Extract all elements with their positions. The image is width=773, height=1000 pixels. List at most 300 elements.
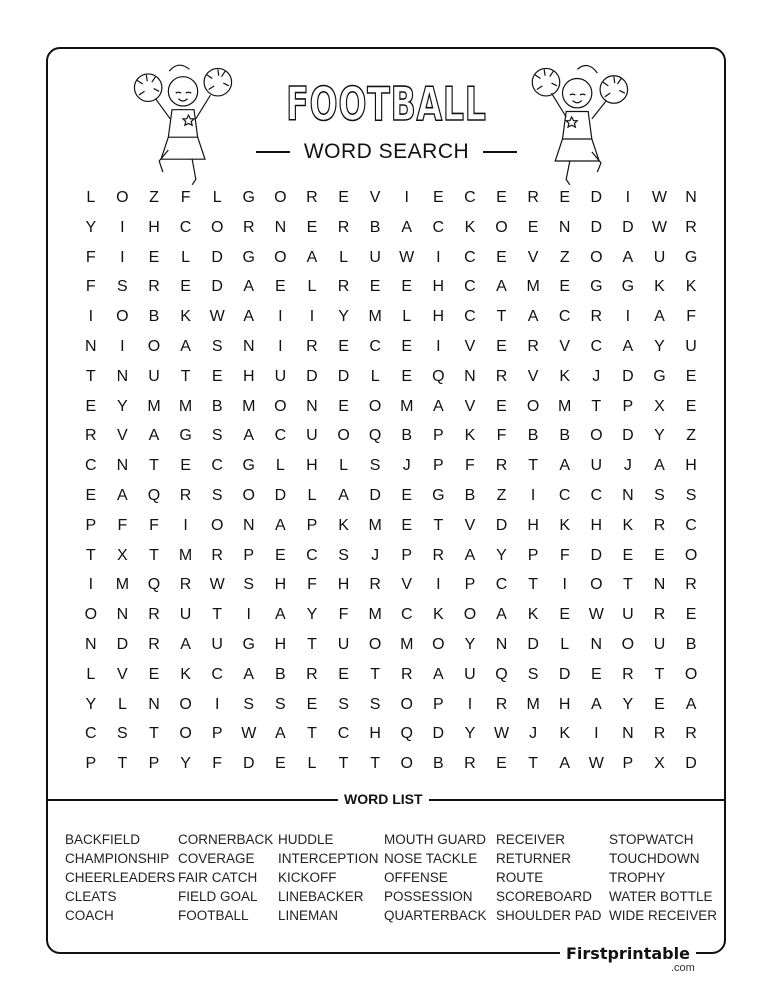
grid-cell: R bbox=[179, 576, 192, 594]
grid-cell: R bbox=[148, 278, 160, 296]
grid-cell: N bbox=[622, 725, 634, 743]
grid-cell: E bbox=[496, 189, 507, 206]
grid-cell: R bbox=[148, 635, 160, 653]
grid-cell: U bbox=[306, 427, 318, 445]
grid-cell: D bbox=[495, 516, 508, 534]
grid-cell: M bbox=[242, 397, 256, 415]
grid-cell: E bbox=[496, 755, 507, 773]
grid-cell: K bbox=[685, 278, 697, 296]
subtitle-rule-left bbox=[256, 151, 290, 153]
grid-cell: M bbox=[368, 308, 382, 326]
grid-cell: I bbox=[404, 189, 409, 206]
grid-cell: S bbox=[369, 457, 381, 475]
grid-cell: H bbox=[242, 367, 255, 385]
grid-cell: L bbox=[86, 665, 96, 683]
grid-cell: U bbox=[274, 367, 287, 385]
grid-cell: N bbox=[306, 397, 318, 415]
grid-cell: C bbox=[274, 427, 287, 445]
grid-cell: O bbox=[84, 606, 98, 624]
grid-cell: N bbox=[590, 635, 603, 653]
grid-cell: O bbox=[179, 725, 192, 743]
grid-cell: C bbox=[85, 725, 97, 743]
grid-cell: T bbox=[496, 308, 507, 326]
word-item: FOOTBALL bbox=[178, 908, 249, 923]
grid-cell: L bbox=[370, 367, 380, 385]
grid-cell: K bbox=[527, 606, 539, 624]
grid-cell: F bbox=[85, 248, 96, 266]
grid-cell: E bbox=[559, 278, 571, 296]
grid-cell: T bbox=[591, 397, 602, 415]
word-item: RECEIVER bbox=[496, 832, 566, 847]
grid-cell: E bbox=[401, 337, 413, 355]
grid-cell: F bbox=[496, 427, 507, 445]
word-item: LINEBACKER bbox=[278, 889, 364, 904]
word-column bbox=[65, 830, 195, 925]
grid-cell: G bbox=[242, 189, 255, 206]
grid-cell: P bbox=[85, 516, 97, 534]
grid-cell: R bbox=[653, 516, 666, 534]
grid-cell: Q bbox=[432, 367, 445, 385]
grid-cell: S bbox=[211, 427, 223, 445]
grid-cell: S bbox=[117, 725, 128, 743]
grid-cell: R bbox=[685, 218, 697, 236]
grid-cell: A bbox=[148, 427, 160, 445]
grid-cell: E bbox=[306, 695, 318, 713]
grid-cell: L bbox=[339, 248, 348, 266]
grid-cell: I bbox=[120, 248, 125, 266]
grid-cell: A bbox=[654, 308, 665, 326]
grid-cell: A bbox=[180, 635, 191, 653]
grid-cell: E bbox=[654, 546, 665, 564]
grid-cell: A bbox=[243, 427, 255, 445]
grid-cell: P bbox=[432, 695, 444, 713]
grid-cell: B bbox=[369, 218, 381, 236]
word-item: CHAMPIONSHIP bbox=[65, 851, 170, 866]
grid-cell: P bbox=[622, 397, 634, 415]
grid-cell: E bbox=[685, 397, 697, 415]
word-item: TROPHY bbox=[609, 870, 666, 885]
grid-cell: Y bbox=[654, 427, 665, 445]
grid-cell: H bbox=[527, 516, 539, 534]
grid-cell: K bbox=[180, 308, 191, 326]
grid-cell: U bbox=[369, 248, 381, 266]
grid-cell: C bbox=[211, 665, 223, 683]
grid-cell: I bbox=[625, 189, 631, 206]
grid-cell: G bbox=[590, 278, 603, 296]
grid-cell: T bbox=[528, 755, 538, 773]
grid-cell: G bbox=[179, 427, 192, 445]
grid-cell: A bbox=[685, 695, 697, 713]
grid-cell: H bbox=[432, 308, 445, 326]
grid-cell: R bbox=[527, 189, 539, 206]
grid-cell: L bbox=[402, 308, 412, 326]
grid-cell: Z bbox=[686, 427, 696, 445]
grid-cell: T bbox=[528, 457, 538, 475]
grid-cell: F bbox=[559, 546, 570, 564]
grid-cell: V bbox=[464, 337, 476, 355]
grid-cell: C bbox=[337, 725, 350, 743]
grid-cell: C bbox=[495, 576, 508, 594]
grid-cell: O bbox=[147, 337, 161, 355]
grid-cell: H bbox=[274, 576, 287, 594]
grid-cell: K bbox=[654, 278, 665, 296]
grid-cell: T bbox=[180, 367, 191, 385]
grid-cell: K bbox=[464, 218, 476, 236]
grid-cell: C bbox=[369, 337, 381, 355]
grid-cell: E bbox=[432, 189, 444, 206]
grid-cell: A bbox=[559, 755, 571, 773]
grid-cell: S bbox=[211, 486, 223, 504]
grid-cell: R bbox=[622, 665, 634, 683]
word-item: OFFENSE bbox=[384, 870, 448, 885]
grid-cell: O bbox=[274, 397, 287, 415]
grid-cell: O bbox=[368, 397, 382, 415]
grid-cell: A bbox=[654, 457, 665, 475]
grid-cell: Q bbox=[147, 576, 161, 594]
grid-cell: R bbox=[495, 367, 508, 385]
grid-cell: O bbox=[621, 635, 635, 653]
grid-cell: G bbox=[242, 457, 255, 475]
page-title: FOOTBALL bbox=[286, 77, 487, 131]
grid-cell: E bbox=[338, 337, 349, 355]
grid-cell: G bbox=[621, 278, 635, 296]
grid-cell: S bbox=[243, 576, 255, 594]
grid-cell: L bbox=[339, 457, 348, 475]
grid-cell: V bbox=[117, 665, 128, 683]
grid-cell: D bbox=[558, 665, 571, 683]
grid-cell: T bbox=[307, 635, 317, 653]
grid-cell: E bbox=[401, 486, 413, 504]
grid-cell: O bbox=[684, 546, 698, 564]
grid-cell: F bbox=[180, 189, 191, 206]
grid-cell: U bbox=[148, 367, 160, 385]
grid-cell: A bbox=[432, 665, 444, 683]
grid-cell: R bbox=[337, 278, 350, 296]
grid-cell: J bbox=[371, 546, 380, 564]
word-item: SCOREBOARD bbox=[496, 889, 593, 904]
grid-cell: D bbox=[306, 367, 318, 385]
grid-cell: K bbox=[559, 516, 571, 534]
grid-cell: C bbox=[590, 486, 603, 504]
grid-cell: B bbox=[464, 486, 476, 504]
grid-cell: C bbox=[179, 218, 192, 236]
grid-cell: D bbox=[116, 635, 129, 653]
grid-cell: B bbox=[275, 665, 286, 683]
grid-cell: R bbox=[590, 308, 603, 326]
grid-cell: T bbox=[623, 576, 633, 594]
grid-cell: F bbox=[465, 457, 475, 475]
grid-cell: Q bbox=[495, 665, 508, 683]
grid-cell: P bbox=[464, 576, 476, 594]
grid-cell: V bbox=[464, 397, 476, 415]
grid-cell: W bbox=[588, 755, 604, 773]
word-item: HUDDLE bbox=[278, 832, 334, 847]
grid-cell: D bbox=[369, 486, 381, 504]
grid-cell: R bbox=[369, 576, 381, 594]
grid-cell: F bbox=[307, 576, 317, 594]
grid-cell: U bbox=[179, 606, 192, 624]
grid-cell: E bbox=[275, 755, 286, 773]
grid-cell: N bbox=[116, 606, 129, 624]
grid-cell: L bbox=[212, 189, 222, 206]
grid-cell: R bbox=[527, 337, 539, 355]
grid-cell: O bbox=[590, 427, 603, 445]
grid-cell: S bbox=[685, 486, 697, 504]
grid-cell: S bbox=[654, 486, 665, 504]
grid-cell: E bbox=[306, 218, 318, 236]
grid-cell: A bbox=[590, 695, 602, 713]
grid-cell: J bbox=[402, 457, 411, 475]
grid-cell: U bbox=[590, 457, 603, 475]
grid-cell: V bbox=[117, 427, 128, 445]
grid-cell: S bbox=[275, 695, 286, 713]
grid-cell: Z bbox=[149, 189, 159, 206]
grid-cell: Y bbox=[496, 546, 507, 564]
grid-cell: B bbox=[211, 397, 223, 415]
grid-cell: D bbox=[685, 755, 697, 773]
grid-cell: I bbox=[562, 576, 567, 594]
grid-cell: R bbox=[242, 218, 255, 236]
grid-cell: V bbox=[559, 337, 571, 355]
grid-cell: E bbox=[85, 486, 97, 504]
grid-cell: A bbox=[275, 606, 286, 624]
word-item: RETURNER bbox=[496, 851, 572, 866]
grid-cell: R bbox=[464, 755, 476, 773]
grid-cell: F bbox=[212, 755, 223, 773]
grid-cell: S bbox=[211, 337, 223, 355]
grid-cell: G bbox=[684, 248, 698, 266]
grid-cell: T bbox=[528, 576, 538, 594]
grid-cell: R bbox=[306, 665, 318, 683]
grid-cell: W bbox=[588, 606, 604, 624]
grid-cell: P bbox=[306, 516, 318, 534]
grid-cell: R bbox=[85, 427, 97, 445]
grid-cell: O bbox=[179, 695, 192, 713]
grid-cell: Y bbox=[622, 695, 634, 713]
grid-cell: I bbox=[625, 308, 631, 326]
word-item: LINEMAN bbox=[278, 908, 339, 923]
grid-cell: P bbox=[527, 546, 539, 564]
grid-cell: E bbox=[496, 337, 507, 355]
grid-cell: M bbox=[368, 516, 382, 534]
grid-cell: C bbox=[464, 189, 476, 206]
grid-cell: U bbox=[211, 635, 223, 653]
grid-cell: M bbox=[400, 635, 414, 653]
grid-cell: R bbox=[653, 725, 666, 743]
grid-cell: T bbox=[85, 367, 96, 385]
grid-cell: W bbox=[209, 308, 225, 326]
grid-cell: D bbox=[211, 248, 223, 266]
grid-cell: I bbox=[467, 695, 473, 713]
grid-cell: O bbox=[368, 635, 382, 653]
grid-cell: T bbox=[654, 665, 665, 683]
grid-cell: A bbox=[117, 486, 128, 504]
grid-cell: G bbox=[432, 486, 445, 504]
brand-logo: Firstprintable bbox=[560, 944, 696, 963]
grid-cell: E bbox=[496, 397, 507, 415]
grid-cell: E bbox=[369, 278, 381, 296]
grid-cell: X bbox=[654, 755, 665, 773]
word-item: WIDE RECEIVER bbox=[609, 908, 718, 923]
grid-cell: M bbox=[526, 278, 540, 296]
grid-cell: M bbox=[558, 397, 572, 415]
grid-cell: T bbox=[149, 546, 159, 564]
grid-cell: H bbox=[274, 635, 287, 653]
grid-cell: C bbox=[432, 218, 445, 236]
grid-cell: Y bbox=[464, 725, 476, 743]
grid-cell: P bbox=[432, 427, 444, 445]
word-column bbox=[496, 830, 626, 925]
grid-cell: W bbox=[209, 576, 225, 594]
grid-cell: D bbox=[432, 725, 445, 743]
grid-cell: T bbox=[212, 606, 223, 624]
grid-cell: R bbox=[148, 606, 160, 624]
grid-cell: B bbox=[527, 427, 539, 445]
grid-cell: T bbox=[149, 457, 159, 475]
grid-cell: R bbox=[179, 486, 192, 504]
grid-cell: G bbox=[242, 635, 255, 653]
grid-cell: O bbox=[242, 486, 255, 504]
grid-cell: K bbox=[432, 606, 444, 624]
grid-cell: I bbox=[530, 486, 536, 504]
grid-cell: D bbox=[211, 278, 223, 296]
grid-cell: O bbox=[684, 665, 698, 683]
grid-cell: A bbox=[180, 337, 191, 355]
grid-cell: Q bbox=[368, 427, 382, 445]
word-item: FIELD GOAL bbox=[178, 889, 258, 904]
grid-cell: R bbox=[306, 337, 318, 355]
grid-cell: N bbox=[116, 457, 129, 475]
word-item: WATER BOTTLE bbox=[609, 889, 713, 904]
grid-cell: D bbox=[590, 189, 603, 206]
word-item: ROUTE bbox=[496, 870, 544, 885]
grid-cell: R bbox=[400, 665, 413, 683]
grid-cell: L bbox=[117, 695, 127, 713]
grid-cell: K bbox=[622, 516, 634, 534]
grid-cell: C bbox=[400, 606, 413, 624]
grid-cell: S bbox=[527, 665, 539, 683]
grid-cell: O bbox=[210, 516, 224, 534]
grid-cell: J bbox=[529, 725, 538, 743]
grid-cell: I bbox=[88, 308, 94, 326]
grid-cell: U bbox=[337, 635, 350, 653]
grid-cell: N bbox=[116, 367, 129, 385]
grid-cell: S bbox=[369, 695, 381, 713]
grid-cell: R bbox=[211, 546, 223, 564]
grid-cell: M bbox=[526, 695, 540, 713]
grid-cell: E bbox=[338, 397, 349, 415]
grid-cell: B bbox=[401, 427, 413, 445]
subtitle-row bbox=[0, 140, 773, 164]
grid-cell: I bbox=[183, 516, 188, 534]
grid-cell: H bbox=[432, 278, 445, 296]
subtitle-rule-right bbox=[483, 151, 517, 153]
grid-cell: E bbox=[275, 278, 286, 296]
grid-cell: H bbox=[685, 457, 697, 475]
grid-cell: R bbox=[653, 606, 666, 624]
word-item: SHOULDER PAD bbox=[496, 908, 602, 923]
word-item: BACKFIELD bbox=[65, 832, 141, 847]
grid-cell: L bbox=[307, 755, 317, 773]
grid-cell: E bbox=[338, 665, 349, 683]
word-item: CLEATS bbox=[65, 889, 117, 904]
grid-cell: A bbox=[338, 486, 349, 504]
grid-cell: N bbox=[85, 635, 97, 653]
grid-cell: M bbox=[147, 397, 161, 415]
grid-cell: U bbox=[464, 665, 476, 683]
word-item: INTERCEPTION bbox=[278, 851, 379, 866]
grid-cell: E bbox=[685, 606, 697, 624]
grid-cell: G bbox=[242, 248, 255, 266]
grid-cell: E bbox=[148, 248, 160, 266]
grid-cell: K bbox=[559, 725, 571, 743]
grid-cell: Y bbox=[338, 308, 349, 326]
grid-cell: L bbox=[560, 635, 570, 653]
grid-cell: R bbox=[306, 189, 318, 206]
grid-cell: A bbox=[496, 606, 507, 624]
grid-cell: C bbox=[306, 546, 318, 564]
grid-cell: N bbox=[495, 635, 508, 653]
grid-cell: H bbox=[369, 725, 381, 743]
grid-cell: A bbox=[559, 457, 571, 475]
grid-cell: S bbox=[338, 546, 349, 564]
grid-cell: A bbox=[306, 248, 318, 266]
grid-cell: P bbox=[401, 546, 413, 564]
grid-cell: V bbox=[527, 248, 539, 266]
grid-cell: G bbox=[653, 367, 666, 385]
grid-cell: M bbox=[115, 576, 130, 594]
grid-cell: W bbox=[651, 189, 668, 206]
grid-cell: E bbox=[401, 516, 413, 534]
grid-cell: P bbox=[211, 725, 223, 743]
grid-cell: B bbox=[148, 308, 160, 326]
grid-cell: F bbox=[686, 308, 696, 326]
grid-cell: I bbox=[120, 337, 125, 355]
grid-cell: N bbox=[685, 189, 697, 206]
grid-cell: A bbox=[496, 278, 507, 296]
grid-cell: O bbox=[590, 248, 603, 266]
grid-cell: Q bbox=[400, 725, 413, 743]
grid-cell: A bbox=[527, 308, 539, 326]
grid-cell: N bbox=[558, 218, 571, 236]
grid-cell: K bbox=[338, 516, 349, 534]
grid-cell: V bbox=[527, 367, 539, 385]
grid-cell: U bbox=[653, 248, 666, 266]
grid-cell: I bbox=[278, 337, 283, 355]
grid-cell: O bbox=[116, 189, 129, 206]
page-subtitle: WORD SEARCH bbox=[303, 140, 470, 163]
grid-cell: C bbox=[685, 516, 697, 534]
grid-cell: U bbox=[653, 635, 666, 653]
grid-cell: S bbox=[338, 695, 349, 713]
grid-cell: E bbox=[559, 606, 571, 624]
word-item: MOUTH GUARD bbox=[384, 832, 486, 847]
grid-cell: Y bbox=[117, 397, 128, 415]
grid-cell: I bbox=[214, 695, 220, 713]
grid-cell: I bbox=[594, 725, 599, 743]
grid-cell: A bbox=[275, 725, 286, 743]
grid-cell: N bbox=[464, 367, 476, 385]
grid-cell: C bbox=[464, 308, 476, 326]
grid-cell: A bbox=[275, 516, 286, 534]
grid-cell: P bbox=[622, 755, 634, 773]
word-item: NOSE TACKLE bbox=[384, 851, 478, 866]
grid-cell: Y bbox=[464, 635, 476, 653]
grid-cell: A bbox=[243, 278, 255, 296]
grid-cell: K bbox=[559, 367, 571, 385]
grid-cell: A bbox=[243, 665, 255, 683]
grid-cell: C bbox=[558, 308, 571, 326]
